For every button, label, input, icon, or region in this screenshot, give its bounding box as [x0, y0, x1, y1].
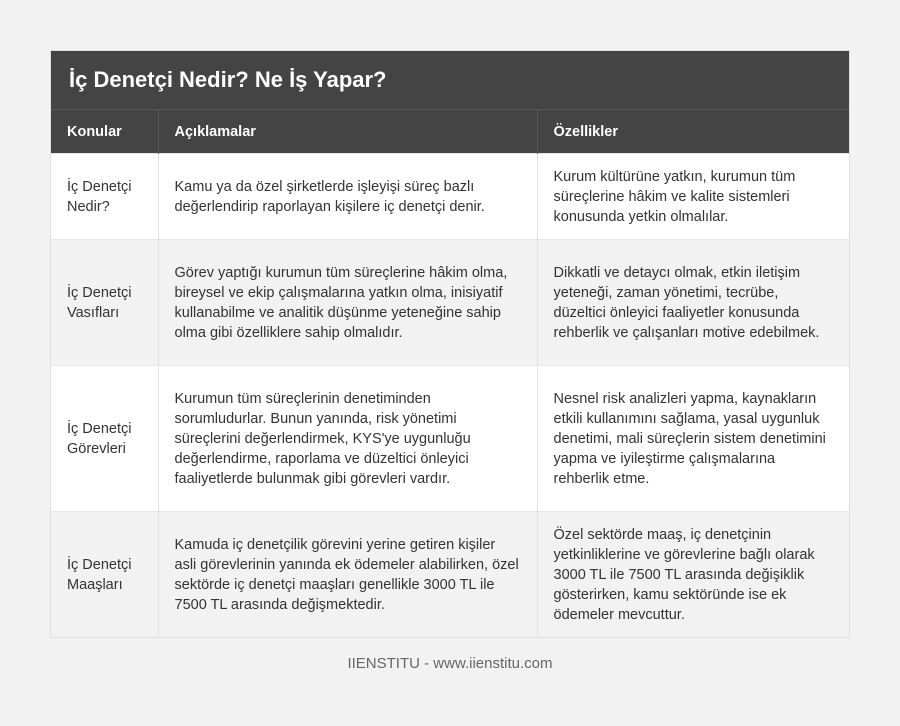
table-row — [51, 366, 849, 512]
topic-cell: İç Denetçi Vasıfları — [51, 240, 158, 366]
feature-cell: Dikkatli ve detaycı olmak, etkin iletişim yeteneği, zaman yönetimi, tecrübe, düzeltici önleyici faaliyetler konusunda rehberlik ve çalışanları motive edebilmek. — [537, 240, 849, 366]
topic-cell: İç Denetçi Maaşları — [51, 512, 158, 638]
table-header-row — [51, 110, 849, 154]
column-header-topics: Konular — [51, 110, 158, 154]
column-header-features: Özellikler — [537, 110, 849, 154]
description-cell: Kamuda iç denetçilik görevini yerine getiren kişiler asli görevlerinin yanında ek ödemeler alabilirken, özel sektörde iç denetçi maaşları genellikle 3000 TL ile 7500 TL arasında değişmektedir. — [158, 512, 537, 638]
topic-cell: İç Denetçi Nedir? — [51, 154, 158, 240]
column-header-descriptions: Açıklamalar — [158, 110, 537, 154]
info-table-card — [50, 50, 850, 638]
table-row — [51, 154, 849, 240]
description-cell: Kurumun tüm süreçlerinin denetiminden sorumludurlar. Bunun yanında, risk yönetimi süreçlerini değerlendirmek, KYS'ye uygunluğu değerlendirme, raporlama ve düzeltici önleyici faaliyetlerde bulunmak gibi görevleri vardır. — [158, 366, 537, 512]
page-title: İç Denetçi Nedir? Ne İş Yapar? — [69, 67, 387, 92]
table-row — [51, 240, 849, 366]
title-bar — [51, 51, 849, 109]
description-cell: Kamu ya da özel şirketlerde işleyişi süreç bazlı değerlendirip raporlayan kişilere iç denetçi denir. — [158, 154, 537, 240]
footer-credit: IIENSTITU - www.iienstitu.com — [347, 655, 553, 672]
topic-cell: İç Denetçi Görevleri — [51, 366, 158, 512]
table-row — [51, 512, 849, 638]
feature-cell: Kurum kültürüne yatkın, kurumun tüm süreçlerine hâkim ve kalite sistemleri konusunda yetkin olmalılar. — [537, 154, 849, 240]
feature-cell: Özel sektörde maaş, iç denetçinin yetkinliklerine ve görevlerine bağlı olarak 3000 TL ile 7500 TL arasında değişiklik gösterirken, kamu sektöründe ise ek ödemeler mevcuttur. — [537, 512, 849, 638]
description-cell: Görev yaptığı kurumun tüm süreçlerine hâkim olma, bireysel ve ekip çalışmalarına yatkın olma, inisiyatif kullanabilme ve analitik düşünme yeteneğine sahip olma gibi özelliklere sahip olmalıdır. — [158, 240, 537, 366]
info-table — [51, 109, 849, 637]
feature-cell: Nesnel risk analizleri yapma, kaynakların etkili kullanımını sağlama, yasal uygunluk denetimi, mali süreçlerin sistem denetimini yapma ve iyileştirme çalışmalarına rehberlik etme. — [537, 366, 849, 512]
